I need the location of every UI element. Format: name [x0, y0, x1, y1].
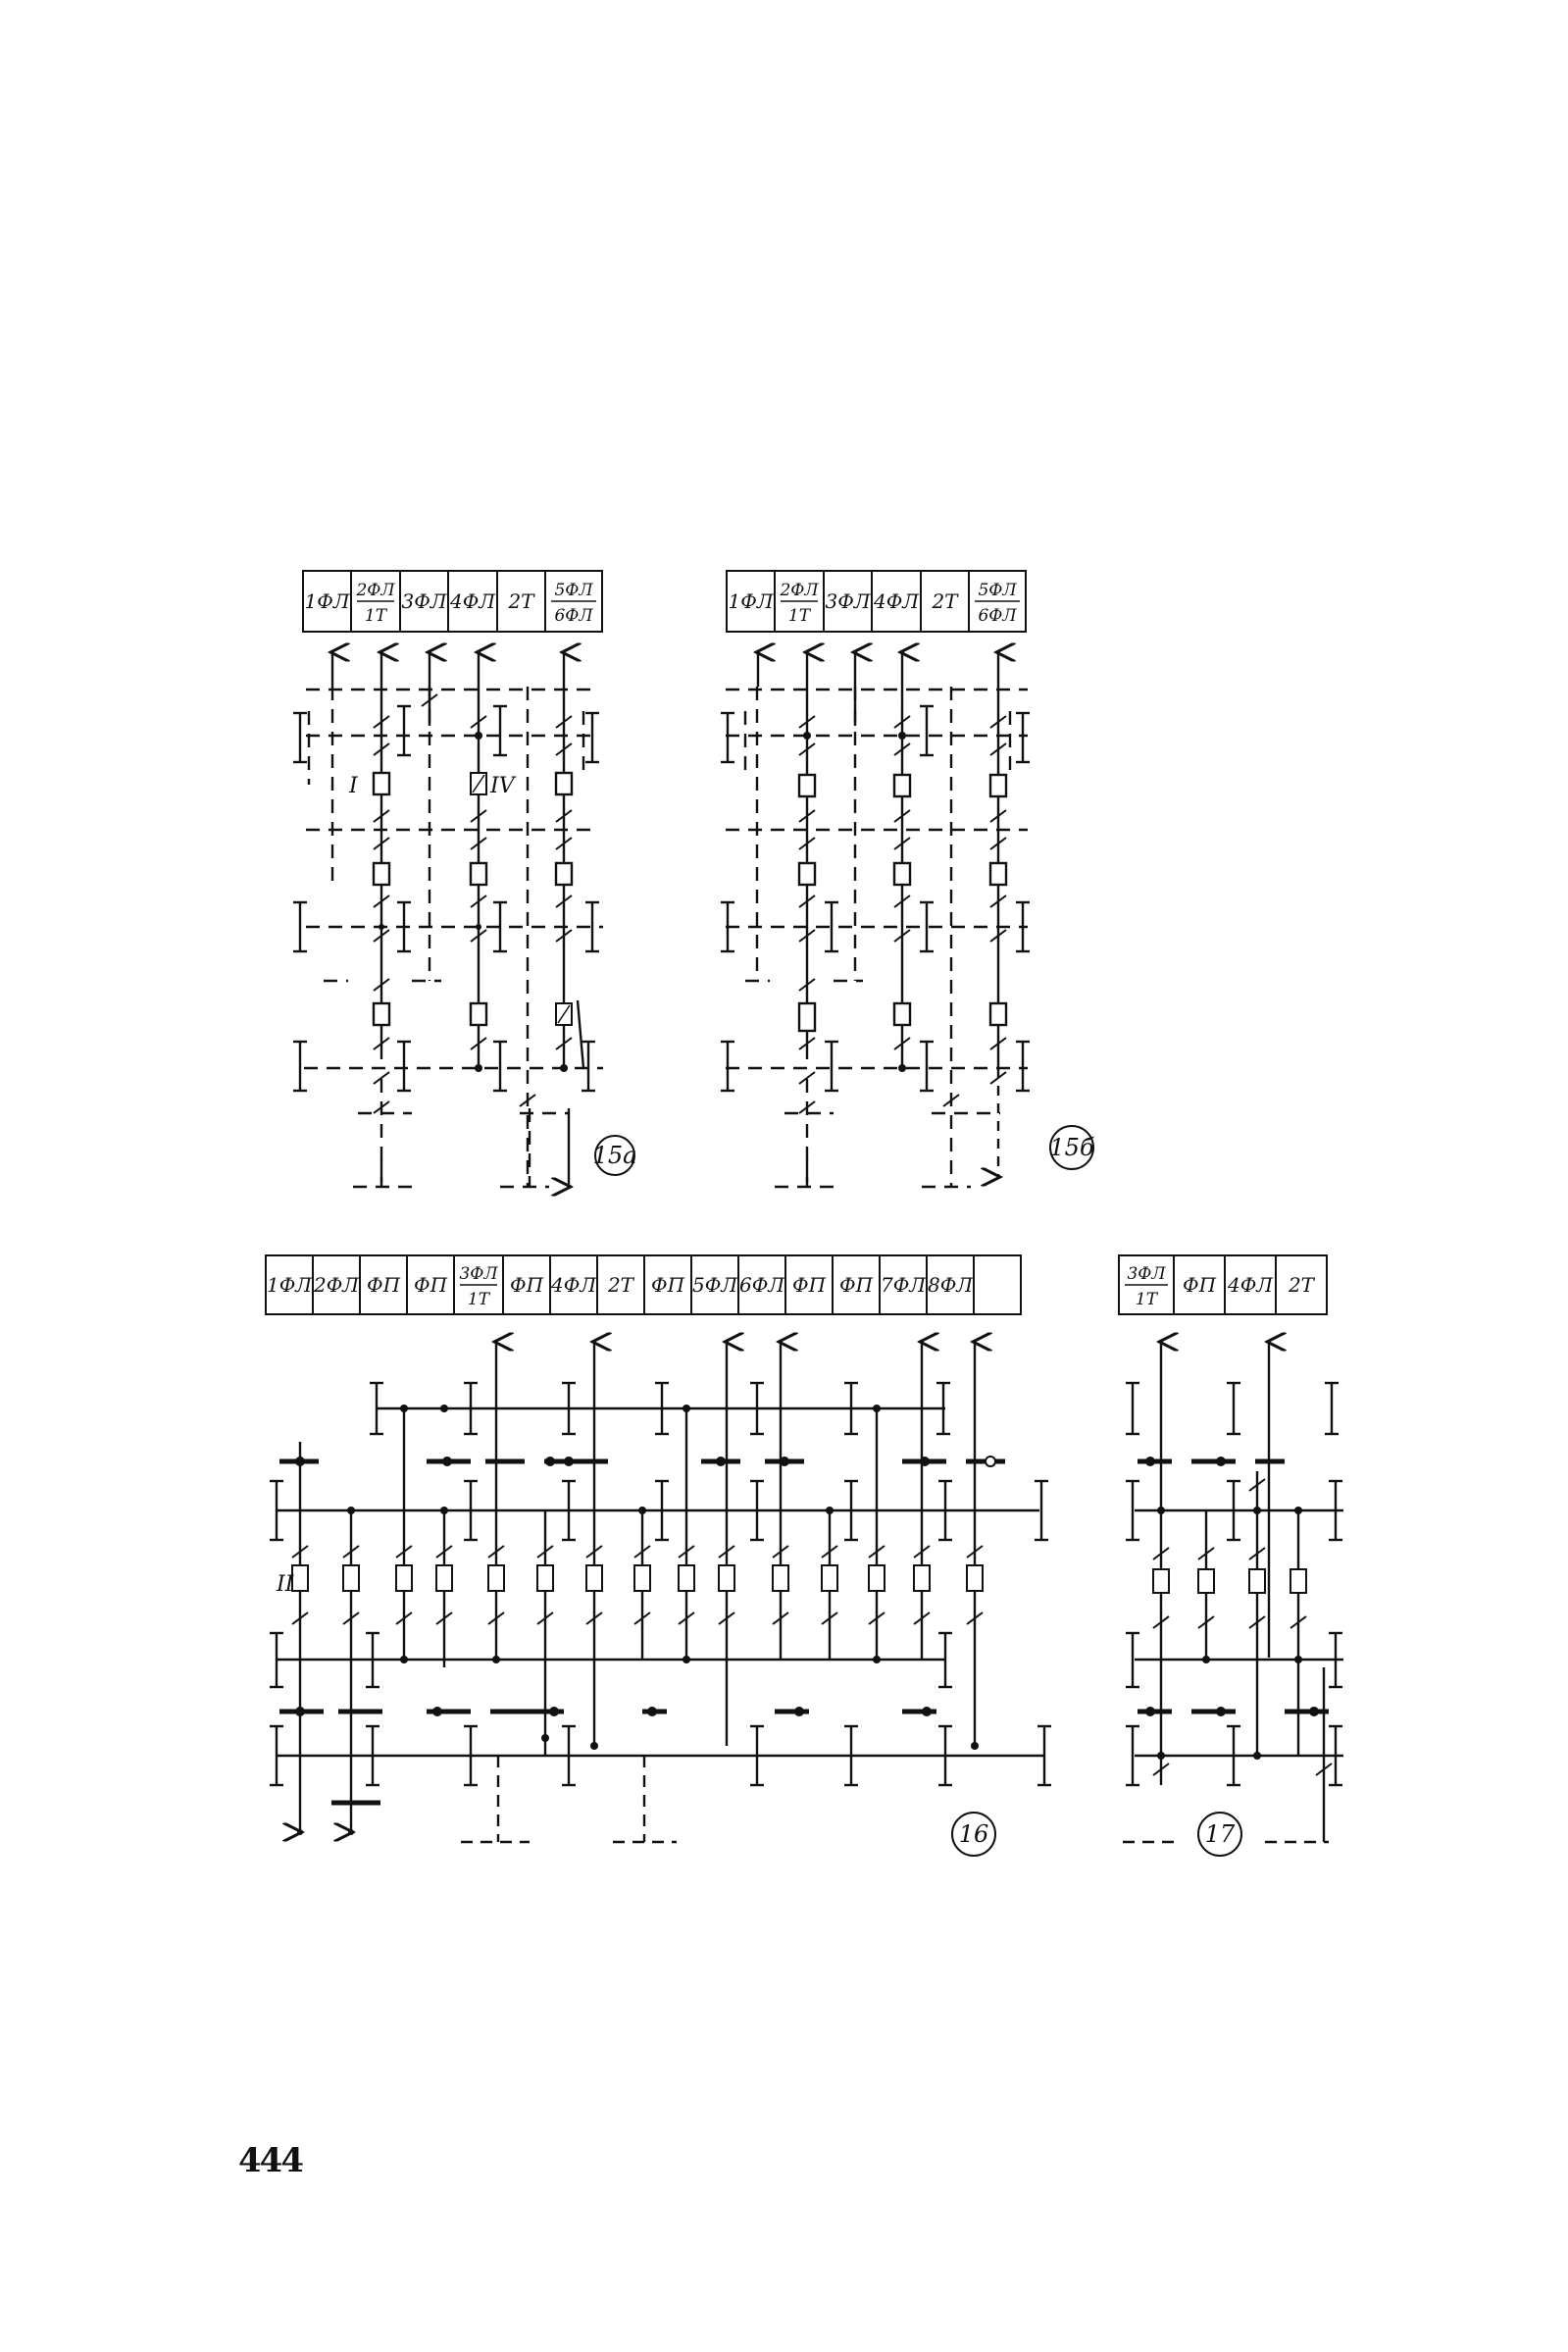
header-label: ФП	[650, 1273, 685, 1297]
header-label-bottom: 1Т	[787, 606, 811, 626]
circuit-breaker-symbol	[679, 1565, 694, 1591]
circuit-breaker-symbol	[967, 1565, 983, 1591]
header-cell	[974, 1255, 1021, 1314]
figure-16	[266, 1255, 1051, 1856]
header-label: 2Т	[508, 589, 534, 613]
circuit-breaker-symbol	[869, 1565, 885, 1591]
circuit-breaker-symbol	[436, 1565, 452, 1591]
circuit-breaker-symbol	[537, 1565, 553, 1591]
header-label-bottom: 1Т	[364, 606, 387, 626]
header-label: ФП	[838, 1273, 874, 1297]
figure-15a	[293, 571, 636, 1187]
header-label: 7ФЛ	[880, 1273, 927, 1297]
header-label: 6ФЛ	[738, 1273, 785, 1297]
header-label: 3ФЛ	[825, 589, 871, 613]
header-label-top: 3ФЛ	[1127, 1264, 1166, 1284]
header-label: 3ФЛ	[401, 589, 447, 613]
circuit-breaker-symbol	[488, 1565, 504, 1591]
header-label-top: 5ФЛ	[978, 581, 1017, 600]
figure-17	[1119, 1255, 1343, 1856]
header-label: 2Т	[932, 589, 958, 613]
figure-15b	[721, 571, 1094, 1187]
scheme-15a	[293, 652, 603, 1187]
figure-label-17: 17	[1204, 1820, 1236, 1848]
circuit-breaker-symbol	[586, 1565, 602, 1591]
header-label-top: 5ФЛ	[554, 581, 593, 600]
scheme-16	[270, 1342, 1051, 1842]
circuit-breaker-symbol	[343, 1565, 359, 1591]
header-label: 4ФЛ	[550, 1273, 597, 1297]
header-label: 4ФЛ	[1227, 1273, 1274, 1297]
roman-label-II: II	[277, 1572, 294, 1597]
header-row-15a	[303, 571, 602, 632]
circuit-breaker-symbol	[773, 1565, 788, 1591]
header-row-17	[1119, 1255, 1327, 1314]
circuit-breaker-symbol	[634, 1565, 650, 1591]
header-row-15b	[727, 571, 1026, 632]
circuit-breaker-symbol	[914, 1565, 930, 1591]
roman-label-I: I	[349, 774, 358, 798]
scheme-15b	[721, 652, 1030, 1187]
figure-label-16: 16	[958, 1820, 989, 1848]
header-label: ФП	[791, 1273, 827, 1297]
header-label-bottom: 1Т	[1135, 1290, 1158, 1309]
header-label: ФП	[509, 1273, 544, 1297]
roman-label-IV: IV	[490, 774, 515, 798]
header-label-bottom: 6ФЛ	[554, 606, 593, 626]
circuit-breaker-symbol	[292, 1565, 308, 1591]
header-label: 2Т	[607, 1273, 634, 1297]
header-label: ФП	[366, 1273, 401, 1297]
header-label: ФП	[413, 1273, 448, 1297]
circuit-breaker-symbol	[396, 1565, 412, 1591]
header-label-bottom: 1Т	[467, 1290, 490, 1309]
circuit-breaker-symbol	[719, 1565, 734, 1591]
header-label-bottom: 6ФЛ	[978, 606, 1017, 626]
figure-label-15a: 15а	[592, 1142, 637, 1169]
header-label: 8ФЛ	[927, 1273, 974, 1297]
header-label: 5ФЛ	[691, 1273, 738, 1297]
scheme-17	[1123, 1342, 1343, 1842]
header-label: 1ФЛ	[304, 589, 350, 613]
circuit-breaker-symbol	[822, 1565, 837, 1591]
figure-label-15b: 15б	[1049, 1134, 1094, 1161]
header-label-top: 3ФЛ	[459, 1264, 498, 1284]
header-label: 4ФЛ	[449, 589, 496, 613]
header-label-top: 2ФЛ	[356, 581, 395, 600]
header-label: ФП	[1182, 1273, 1217, 1297]
header-label: 4ФЛ	[873, 589, 920, 613]
header-label-top: 2ФЛ	[780, 581, 819, 600]
header-label: 1ФЛ	[266, 1273, 313, 1297]
header-label: 2Т	[1288, 1273, 1315, 1297]
header-label: 2ФЛ	[313, 1273, 360, 1297]
header-row-16	[266, 1255, 1021, 1314]
page-number: 444	[238, 2141, 302, 2180]
header-label: 1ФЛ	[728, 589, 774, 613]
